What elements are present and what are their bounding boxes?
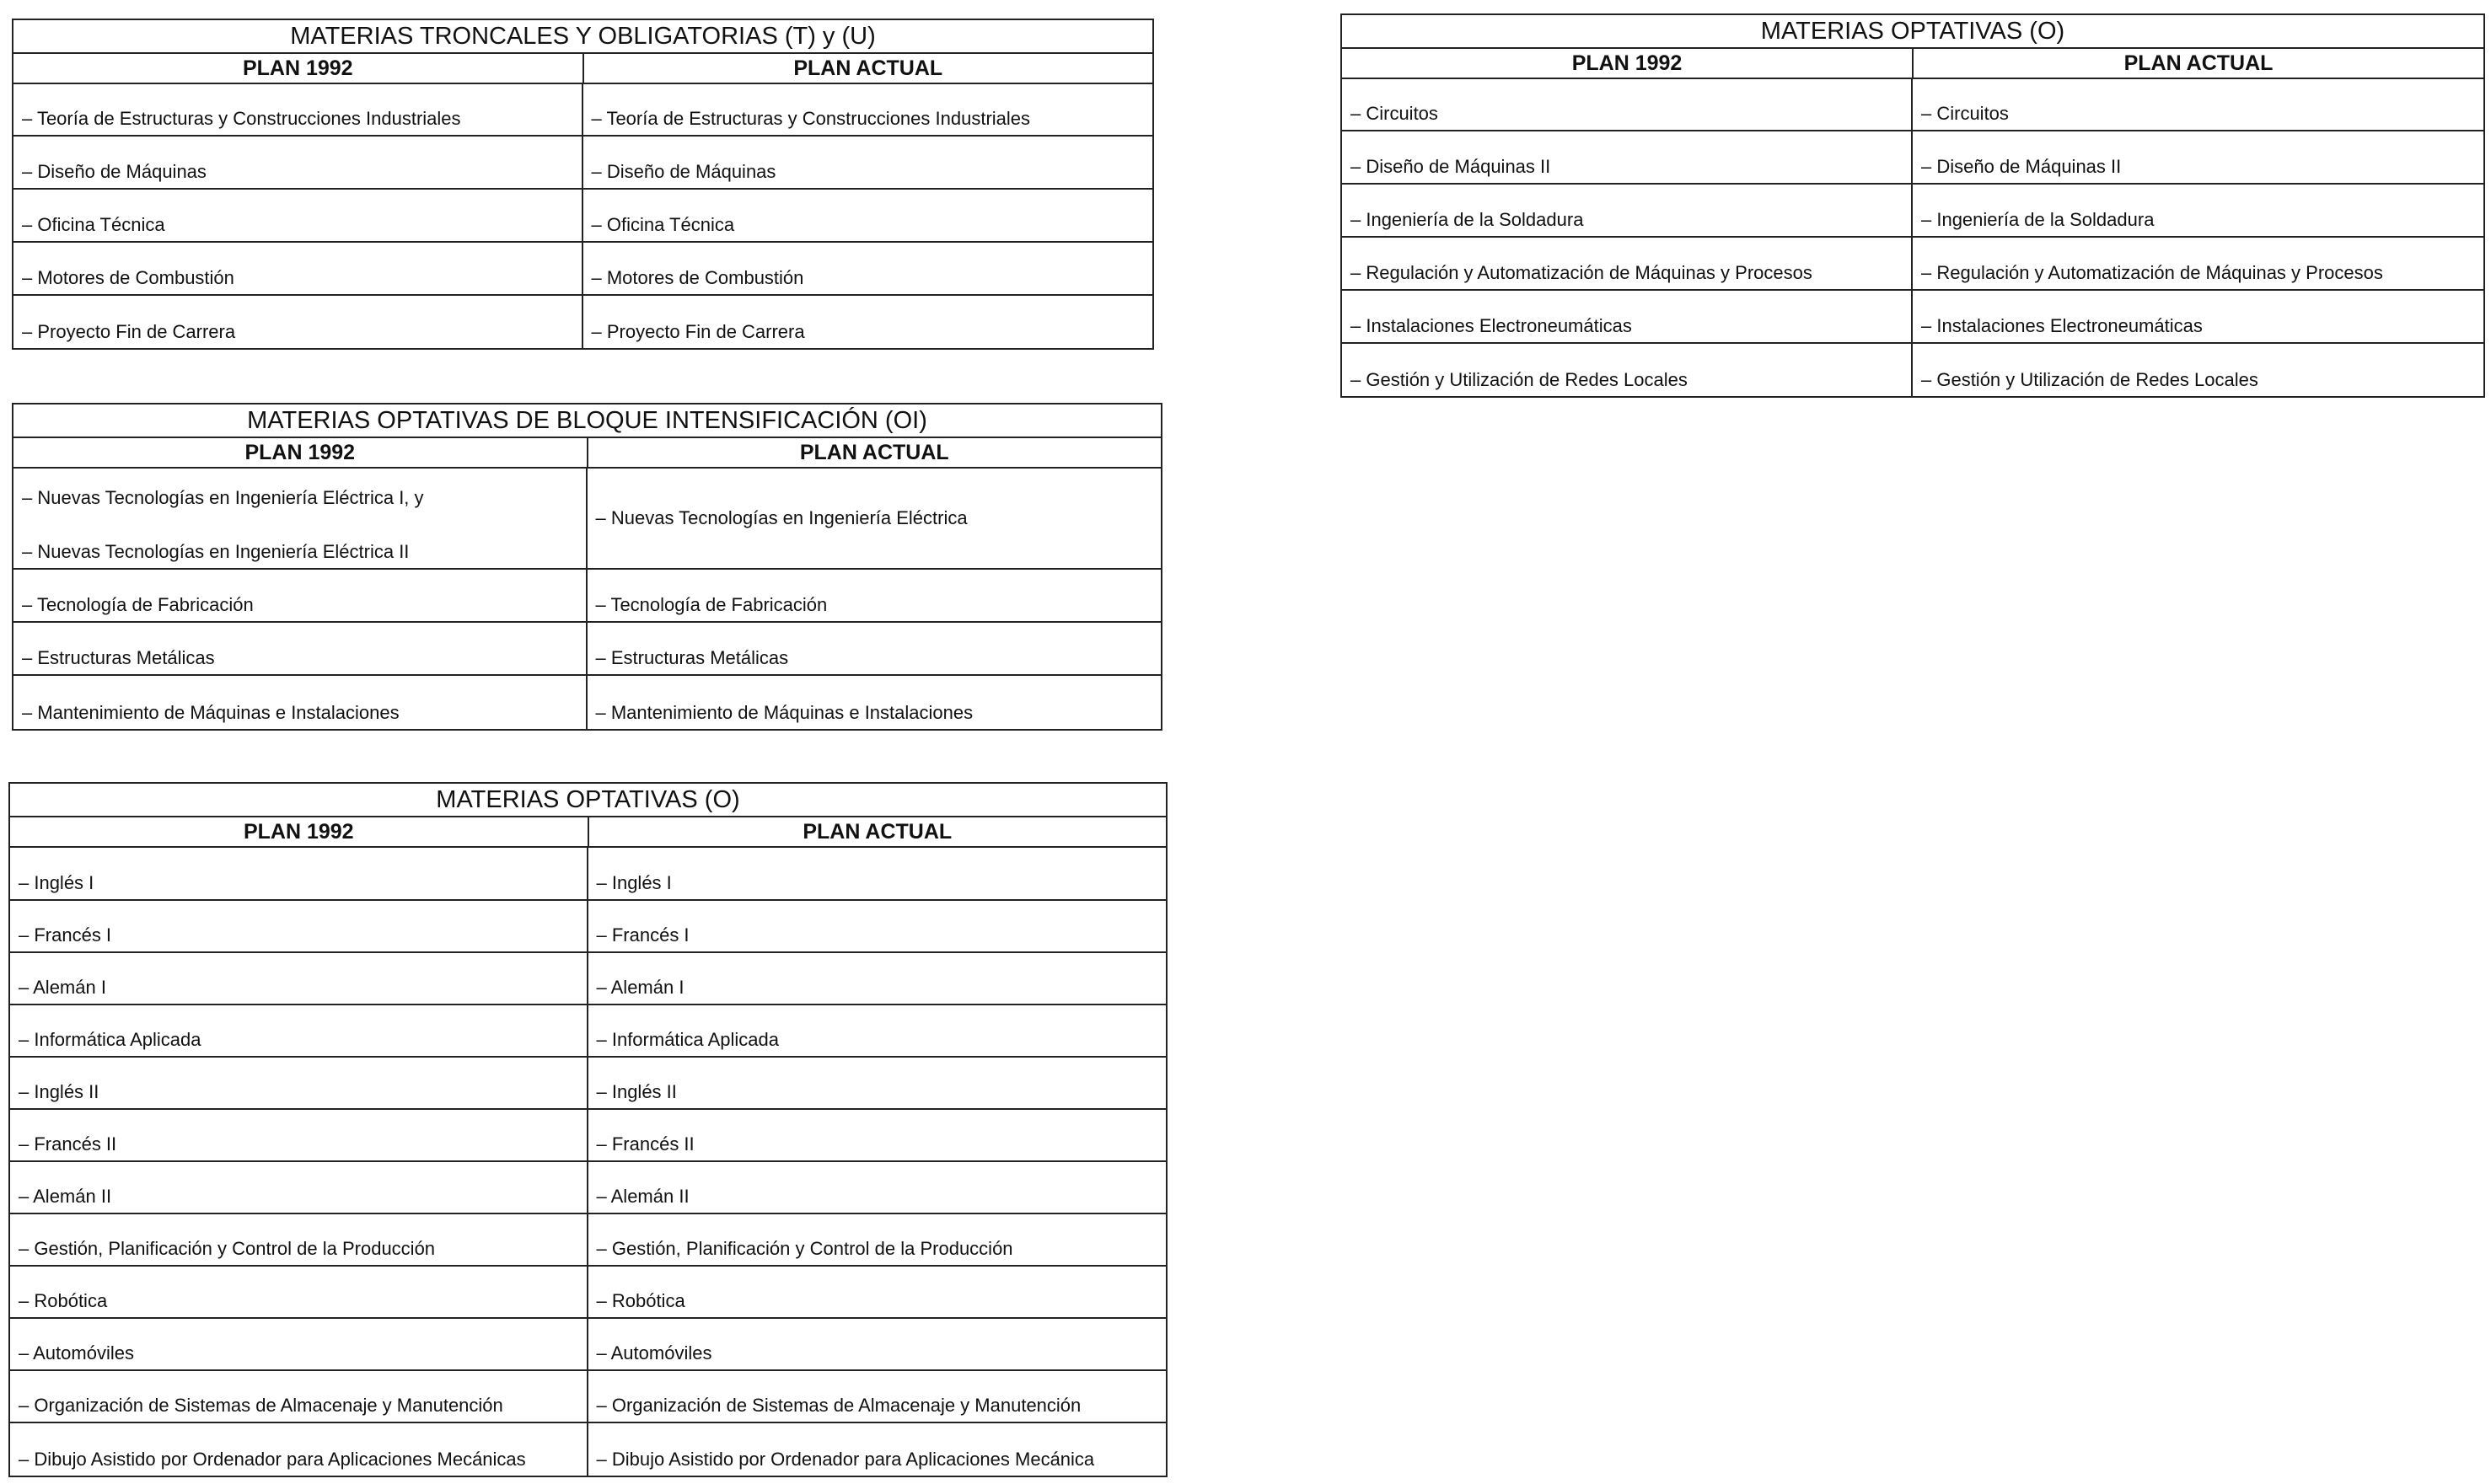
cell-plan-actual: – Estructuras Metálicas — [595, 647, 789, 668]
cell-plan-actual: – Robótica — [596, 1290, 685, 1311]
cell-plan-1992: – Dibujo Asistido por Ordenador para Aplicaciones Mecánicas — [10, 1423, 588, 1476]
table-row — [13, 570, 1161, 623]
cell-plan-1992: – Francés II — [10, 1110, 588, 1160]
cell-plan-actual: – Automóviles — [596, 1342, 712, 1363]
cell-plan-1992: – Tecnología de Fabricación — [13, 570, 588, 621]
header-plan-actual: PLAN ACTUAL — [803, 820, 953, 844]
header-plan-1992: PLAN 1992 — [13, 438, 588, 467]
table-title: MATERIAS OPTATIVAS (O) — [1342, 15, 2483, 49]
cell-plan-1992: – Diseño de Máquinas — [13, 137, 583, 188]
cell-plan-1992: – Circuitos — [1342, 79, 1913, 130]
cell-plan-actual: – Proyecto Fin de Carrera — [591, 321, 805, 342]
table-row — [13, 84, 1152, 137]
cell-plan-1992: – Ingeniería de la Soldadura — [1342, 185, 1913, 236]
cell-plan-actual: – Ingeniería de la Soldadura — [1921, 209, 2155, 230]
table-row — [1342, 238, 2483, 291]
cell-plan-actual: – Regulación y Automatización de Máquinas y Procesos — [1921, 262, 2383, 283]
table-header — [13, 438, 1161, 469]
header-plan-1992: PLAN 1992 — [13, 54, 584, 83]
cell-plan-actual: – Tecnología de Fabricación — [595, 594, 828, 615]
table-row — [13, 190, 1152, 243]
cell-plan-actual: – Instalaciones Electroneumáticas — [1921, 315, 2203, 336]
cell-plan-actual: – Oficina Técnica — [591, 214, 735, 235]
table-row — [10, 953, 1166, 1005]
cell-plan-1992: – Teoría de Estructuras y Construcciones Industriales — [13, 84, 583, 135]
table-body — [13, 84, 1152, 348]
table-row — [13, 676, 1161, 729]
table-row — [13, 623, 1161, 676]
cell-plan-1992: – Gestión, Planificación y Control de la Producción — [10, 1214, 588, 1265]
cell-plan-actual: – Francés II — [596, 1133, 695, 1155]
table-row — [10, 1371, 1166, 1423]
table-row — [1342, 344, 2483, 396]
table-body — [1342, 79, 2483, 396]
cell-plan-1992: – Francés I — [10, 901, 588, 951]
cell-plan-actual: – Mantenimiento de Máquinas e Instalaciones — [595, 702, 974, 723]
header-plan-1992: PLAN 1992 — [10, 817, 589, 846]
cell-plan-1992: – Oficina Técnica — [13, 190, 583, 241]
table-row — [13, 137, 1152, 190]
header-plan-actual: PLAN ACTUAL — [2123, 51, 2274, 75]
cell-plan-1992: – Instalaciones Electroneumáticas — [1342, 291, 1913, 342]
cell-plan-actual: – Gestión, Planificación y Control de la Producción — [596, 1238, 1013, 1259]
table-row — [10, 1162, 1166, 1214]
cell-plan-actual: – Organización de Sistemas de Almacenaje y Manutención — [596, 1395, 1082, 1416]
cell-plan-actual: – Alemán I — [596, 977, 684, 998]
cell-plan-1992: – Organización de Sistemas de Almacenaje y Manutención — [10, 1371, 588, 1422]
table-row — [10, 1005, 1166, 1058]
cell-plan-actual: – Diseño de Máquinas II — [1921, 156, 2122, 177]
table-title: MATERIAS TRONCALES Y OBLIGATORIAS (T) y (U) — [13, 20, 1152, 54]
cell-plan-actual: – Diseño de Máquinas — [591, 161, 776, 182]
cell-plan-1992: – Mantenimiento de Máquinas e Instalaciones — [13, 676, 588, 729]
header-plan-actual: PLAN ACTUAL — [793, 56, 943, 80]
cell-plan-actual: – Teoría de Estructuras y Construcciones Industriales — [591, 108, 1031, 129]
table-row — [1342, 291, 2483, 344]
cell-plan-actual: – Inglés I — [596, 872, 672, 893]
cell-plan-1992: – Gestión y Utilización de Redes Locales — [1342, 344, 1913, 396]
table-row — [10, 1267, 1166, 1319]
header-plan-1992: PLAN 1992 — [1342, 49, 1914, 78]
cell-line: – Nuevas Tecnologías en Ingeniería Eléctrica II — [22, 541, 410, 562]
cell-plan-1992: – Robótica — [10, 1267, 588, 1317]
cell-plan-actual: – Alemán II — [596, 1186, 690, 1207]
cell-plan-1992: – Inglés II — [10, 1058, 588, 1108]
table-troncales — [12, 19, 1154, 350]
table-row — [10, 1214, 1166, 1267]
table-title: MATERIAS OPTATIVAS (O) — [10, 784, 1166, 817]
table-row — [1342, 185, 2483, 238]
cell-plan-1992: – Diseño de Máquinas II — [1342, 131, 1913, 183]
table-row — [10, 1058, 1166, 1110]
cell-plan-1992: – Automóviles — [10, 1319, 588, 1369]
table-header — [13, 54, 1152, 84]
cell-plan-actual: – Francés I — [596, 924, 690, 946]
cell-plan-1992: – Informática Aplicada — [10, 1005, 588, 1056]
cell-plan-1992 — [13, 469, 588, 568]
header-plan-actual: PLAN ACTUAL — [799, 441, 949, 464]
table-body — [13, 469, 1161, 729]
cell-plan-actual: – Dibujo Asistido por Ordenador para Aplicaciones Mecánica — [596, 1449, 1095, 1470]
table-row — [10, 901, 1166, 953]
cell-plan-actual: – Circuitos — [1921, 103, 2009, 124]
table-row — [10, 1319, 1166, 1371]
table-optativas-right — [1340, 13, 2485, 398]
table-header — [10, 817, 1166, 848]
cell-plan-actual: – Nuevas Tecnologías en Ingeniería Eléctrica — [595, 507, 968, 528]
cell-plan-actual: – Inglés II — [596, 1081, 677, 1102]
table-body — [10, 848, 1166, 1476]
cell-plan-actual: – Informática Aplicada — [596, 1029, 779, 1050]
cell-plan-actual: – Gestión y Utilización de Redes Locales — [1921, 369, 2258, 390]
table-intensificacion — [12, 403, 1162, 731]
table-row — [10, 1423, 1166, 1476]
cell-plan-1992: – Proyecto Fin de Carrera — [13, 296, 583, 348]
cell-plan-1992: – Alemán II — [10, 1162, 588, 1213]
table-row — [1342, 79, 2483, 131]
table-row — [10, 848, 1166, 901]
table-header — [1342, 49, 2483, 79]
table-optativas-bottom — [8, 782, 1168, 1477]
cell-line: – Nuevas Tecnologías en Ingeniería Eléctrica I, y — [22, 487, 424, 508]
cell-plan-1992: – Estructuras Metálicas — [13, 623, 588, 674]
table-row — [13, 243, 1152, 296]
cell-plan-1992: – Alemán I — [10, 953, 588, 1004]
table-title: MATERIAS OPTATIVAS DE BLOQUE INTENSIFICACIÓN (OI) — [13, 404, 1161, 438]
cell-plan-1992: – Motores de Combustión — [13, 243, 583, 294]
table-row — [13, 469, 1161, 570]
cell-plan-1992: – Regulación y Automatización de Máquinas y Procesos — [1342, 238, 1913, 289]
cell-plan-1992: – Inglés I — [10, 848, 588, 899]
cell-plan-actual: – Motores de Combustión — [591, 267, 804, 288]
table-row — [13, 296, 1152, 348]
table-row — [10, 1110, 1166, 1162]
table-row — [1342, 131, 2483, 185]
